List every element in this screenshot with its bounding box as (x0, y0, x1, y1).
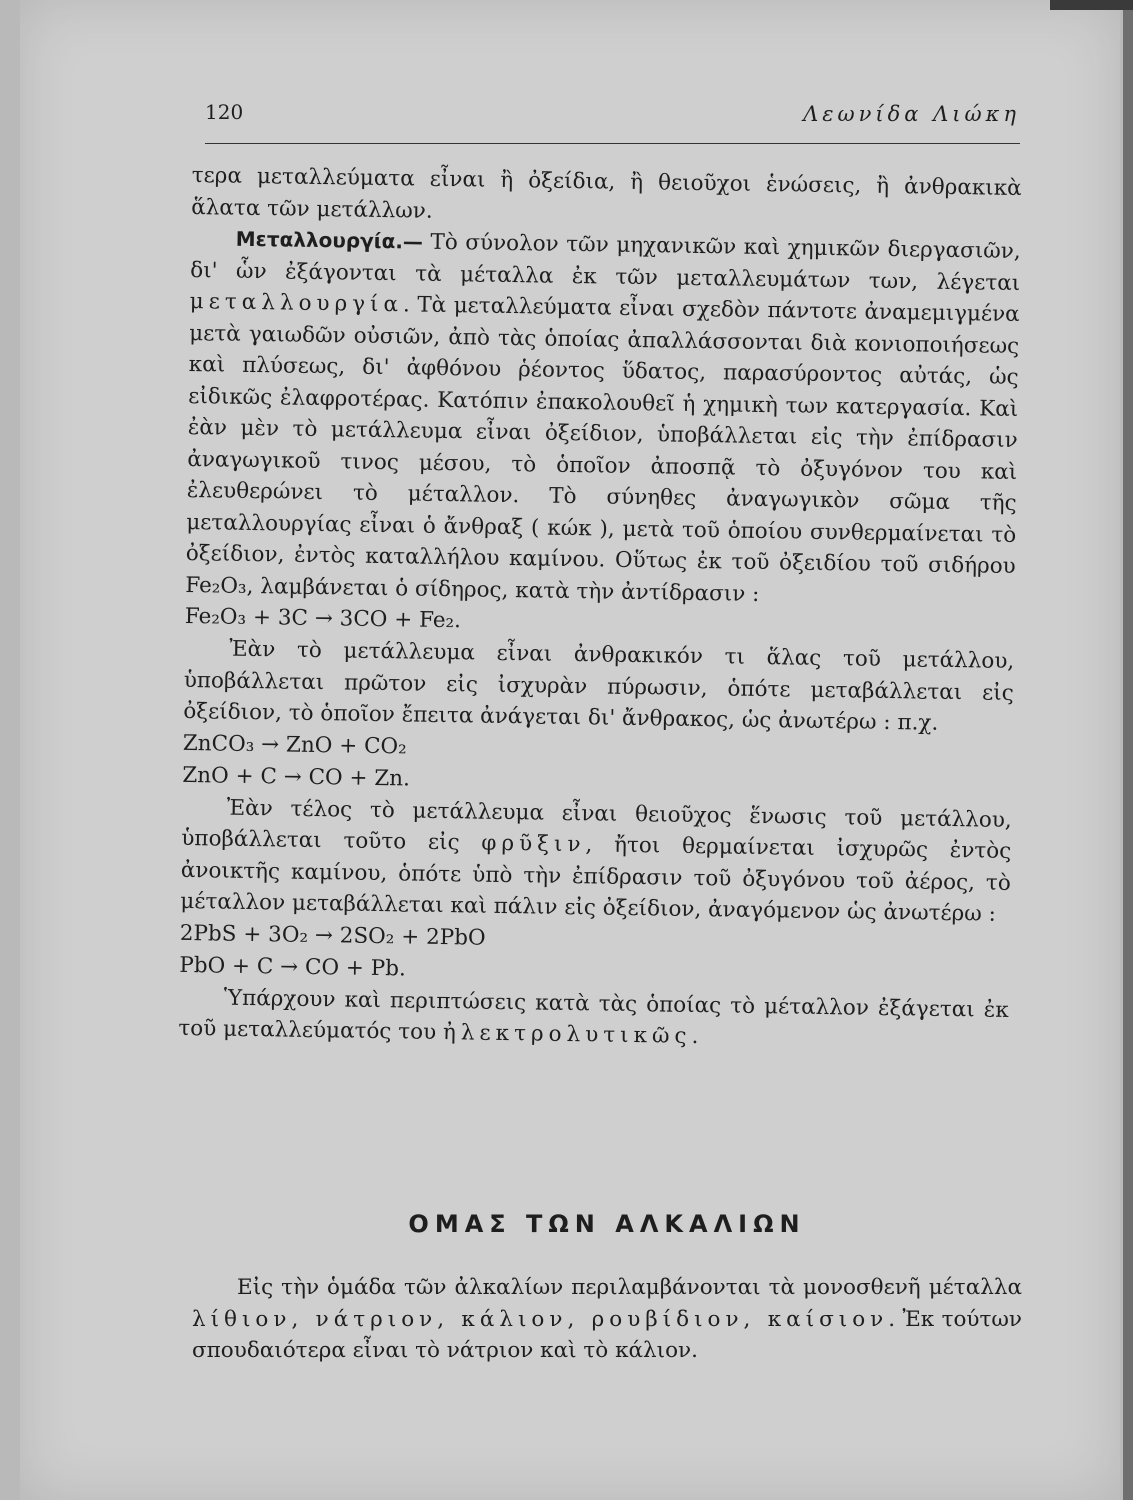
equation-zinc-2: ZnO + C → CO + Zn. (182, 762, 411, 791)
paragraph-sulfide (180, 791, 1012, 930)
paragraph-electrolytic (178, 981, 1009, 1057)
spaced-term: ἠλεκτρολυτικῶς (442, 1020, 692, 1049)
scan-edge-right (1123, 0, 1133, 1500)
header-rule (205, 143, 1020, 144)
body-text (178, 160, 1022, 1057)
running-head: Λεωνίδα Λιώκη (803, 102, 1020, 126)
paragraph-text: . Τὰ μεταλλεύματα εἶναι σχεδὸν πάντοτε ἀναμεμιγμένα μετὰ γαιωδῶν οὐσιῶν, ἀπὸ τὰς ὁποίας ἀπαλλάσσονται διὰ κονιοποιήσεως καὶ πλύσεως, δι' ἀφθόνου ῥέοντος ὕδατος, παρασύροντος αὐτάς, ὡς εἰδικῶς ἐλαφροτέρας. Κατόπιν ἐπακολουθεῖ ἡ χημικὴ των κατεργασία. Καὶ ἐὰν μὲν τὸ μετάλλευμα εἶναι ὀξείδιον, ὑποβάλλεται εἰς τὴν ἐπίδρασιν ἀναγωγικοῦ τινος μέσου, τὸ ὁποῖον ἀποσπᾷ τὸ ὀξυγόνον του καὶ ἐλευθερώνει τὸ μέταλλον. Τὸ σύνηθες ἀναγωγικὸν σῶμα τῆς μεταλλουργίας εἶναι ὁ ἄνθραξ ( κώκ ), μετὰ τοῦ ὁποίου συνθερμαίνεται τὸ ὀξείδιον, ἐντὸς καταλλήλου καμίνου. Οὕτως ἐκ τοῦ ὀξειδίου τοῦ σιδήρου Fe₂O₃, λαμβάνεται ὁ σίδηρος, κατὰ τὴν ἀντίδρασιν : (185, 292, 1020, 607)
equation-lead-1: 2PbS + 3O₂ → 2SO₂ + 2PbO (179, 920, 486, 951)
page-number: 120 (205, 100, 244, 124)
scan-edge-top (1050, 0, 1133, 10)
paragraph-continuation: τερα μεταλλεύματα εἶναι ἢ ὀξείδια, ἢ θειοῦχοι ἑνώσεις, ἢ ἀνθρακικὰ ἅλατα τῶν μετάλλων. (191, 162, 1022, 224)
spaced-term: μεταλλουργία (189, 288, 404, 318)
paragraph-text: Εἰς τὴν ὁμάδα τῶν ἀλκαλίων περιλαμβάνονται τὰ μονοσθενῆ μέταλλα (237, 1275, 1022, 1300)
paragraph-carbonate: Ἐὰν τὸ μετάλλευμα εἶναι ἀνθρακικόν τι ἅλας τοῦ μετάλλου, ὑποβάλλεται πρῶτον εἰς ἰσχυρὰν πύρωσιν, ὁπότε μεταβάλλεται εἰς ὀξείδιον, τὸ ὁποῖον ἔπειτα ἀνάγεται δι' ἄνθρακος, ὡς ἀνωτέρω : π.χ. (183, 636, 1015, 736)
section-heading: ΟΜΑΣ ΤΩΝ ΑΛΚΑΛΙΩΝ (408, 1210, 806, 1238)
paragraph-text: , ἤτοι θερμαίνεται ἰσχυρῶς ἐντὸς ἀνοικτῆς καμίνου, ὁπότε ὑπὸ τὴν ἐπίδρασιν τοῦ ὀξυγόνου τοῦ ἀέρος, τὸ μέταλλον μεταβάλλεται καὶ πάλιν εἰς ὀξείδιον, ἀναγόμενον ὡς ἀνωτέρω : (180, 832, 1012, 927)
page-header (205, 92, 1020, 144)
equation-zinc-1: ZnCO₃ → ZnO + CO₂ (182, 730, 407, 759)
equation-iron: Fe₂O₃ + 3C → 3CO + Fe₂. (184, 603, 462, 634)
paragraph-text: . Ἐκ τούτων σπουδαιότερα εἶναι τὸ νάτριον καὶ τὸ κάλιον. (192, 1306, 1022, 1363)
paragraph-text: Ἐὰν τέλος τὸ μετάλλευμα εἶναι θειοῦχος ἕνωσις τοῦ μετάλλου, ὑποβάλλεται τοῦτο εἰς (181, 795, 1012, 856)
spaced-term: φρῦξιν (481, 830, 586, 858)
paragraph-text: . (691, 1023, 699, 1050)
paragraph-text: Ὑπάρχουν καὶ περιπτώσεις κατὰ τὰς ὁποίας τὸ μέταλλον ἐξάγεται ἐκ τοῦ μεταλλεύματός του (178, 985, 1009, 1046)
paragraph-metallurgy (185, 223, 1021, 614)
term-metallurgy: Μεταλλουργία.— (235, 226, 424, 254)
section-body (192, 1272, 1022, 1367)
paragraph-alkalis (192, 1272, 1022, 1367)
paragraph-text: Τὸ σύνολον τῶν μηχανικῶν καὶ χημικῶν διεργασιῶν, δι' ὧν ἐξάγονται τὰ μέταλλα ἐκ τῶν μεταλλευμάτων των, λέγεται (190, 229, 1021, 296)
spaced-term: λίθιον, νάτριον, κάλιον, ρουβίδιον, καίσιον (192, 1306, 889, 1332)
equation-lead-2: PbO + C → CO + Pb. (179, 952, 407, 981)
